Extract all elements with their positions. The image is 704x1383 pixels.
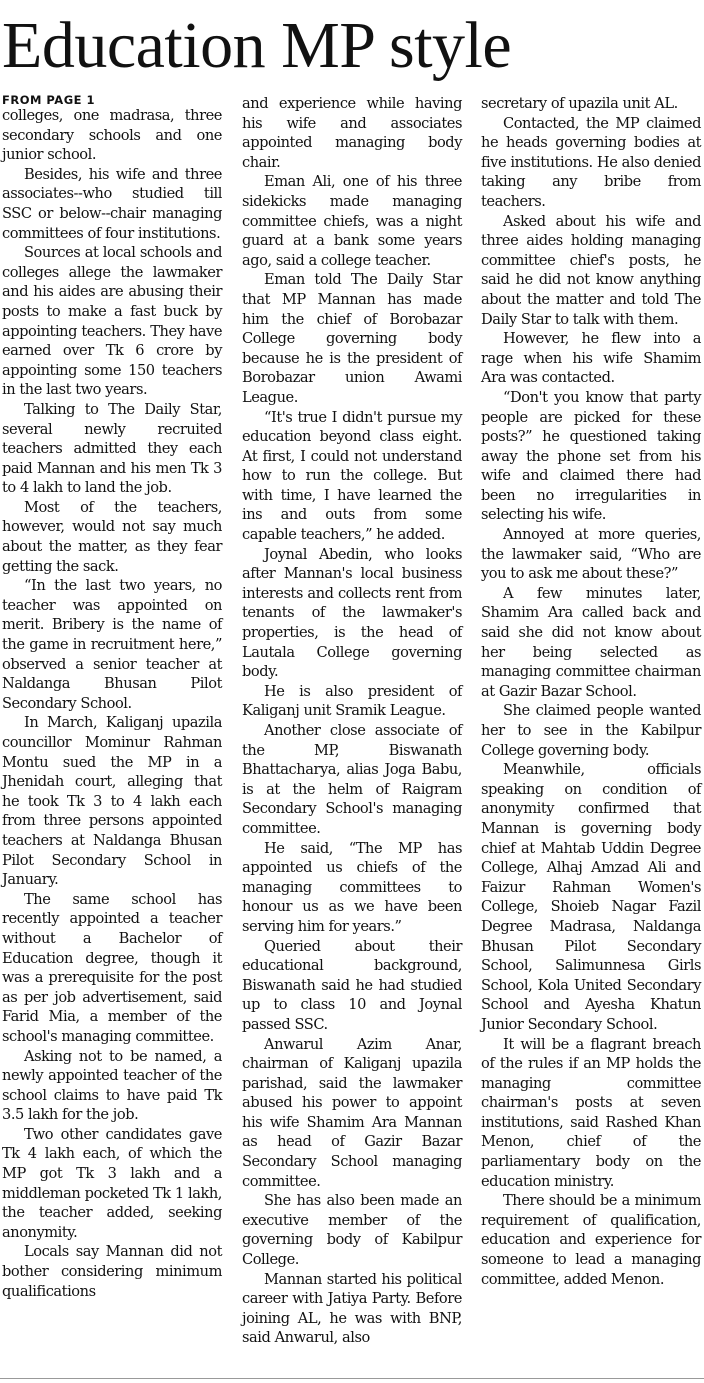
paragraph: “It's true I didn't pursue my education beyond class eight. At first, I could not understand how to run the college. But with time, I have learned the ins and outs from some capable teachers,” he added. [242, 408, 462, 544]
paragraph: Besides, his wife and three associates--who studied till SSC or below--chair managing committees of four institutions. [2, 165, 222, 242]
paragraph: In March, Kaliganj upazila councillor Mominur Rahman Montu sued the MP in a Jhenidah court, alleging that he took Tk 3 to 4 lakh each from three persons appointed teachers at Naldanga Bhusan Pilot Secondary School in January. [2, 714, 222, 889]
paragraph: and experience while having his wife and associates appointed managing body chair. [242, 95, 462, 171]
paragraph: Queried about their educational background, Biswanath said he had studied up to class 10 and Joynal passed SSC. [242, 937, 462, 1033]
article-column-1 [2, 94, 222, 1301]
paragraph: He said, “The MP has appointed us chiefs of the managing committees to honour us as we have been serving him for years.” [242, 839, 462, 935]
paragraph: He is also president of Kaliganj unit Sramik League. [242, 682, 462, 720]
paragraph: Meanwhile, officials speaking on condition of anonymity confirmed that Mannan is governing body chief at Mahtab Uddin Degree College, Alhaj Amzad Ali and Faizur Rahman Women's College, Shoieb Nagar Fazil Degree Madrasa, Naldanga Bhusan Pilot Secondary School, Salimunnesa Girls School, Kola United Secondary School and Ayesha Khatun Junior Secondary School. [481, 761, 701, 1033]
paragraph: Contacted, the MP claimed he heads governing bodies at five institutions. He also denied taking any bribe from teachers. [481, 114, 701, 210]
paragraph: Another close associate of the MP, Biswanath Bhattacharya, alias Joga Babu, is at the helm of Raigram Secondary School's managing committee. [242, 722, 462, 837]
paragraph: “In the last two years, no teacher was appointed on merit. Bribery is the name of the game in recruitment here,” observed a senior teacher at Naldanga Bhusan Pilot Secondary School. [2, 577, 222, 712]
paragraph: Joynal Abedin, who looks after Mannan's local business interests and collects rent from tenants of the lawmaker's properties, is the head of Lautala College governing body. [242, 545, 462, 681]
paragraph: Asked about his wife and three aides holding managing committee chief's posts, he said he did not know anything about the matter and told The Daily Star to talk with them. [481, 212, 701, 328]
kicker-from-page: FROM PAGE 1 [2, 93, 96, 107]
paragraph: Talking to The Daily Star, several newly recruited teachers admitted they each paid Mannan and his men Tk 3 to 4 lakh to land the job. [2, 400, 222, 497]
paragraph: She claimed people wanted her to see in the Kabilpur College governing body. [481, 702, 701, 759]
paragraph: secretary of upazila unit AL. [481, 95, 678, 112]
paragraph: She has also been made an executive member of the governing body of Kabilpur College. [242, 1192, 462, 1269]
bottom-divider [0, 1378, 704, 1379]
article-column-2 [242, 94, 462, 1348]
paragraph: Two other candidates gave Tk 4 lakh each, of which the MP got Tk 3 lakh and a middleman pocketed Tk 1 lakh, the teacher added, seeking anonymity. [2, 1125, 222, 1241]
paragraph: Sources at local schools and colleges allege the lawmaker and his aides are abusing their posts to make a fast buck by appointing teachers. They have earned over Tk 6 crore by appointing some 150 teachers in the last two years. [2, 244, 222, 399]
paragraph: The same school has recently appointed a teacher without a Bachelor of Education degree, though it was a prerequisite for the post as per job advertisement, said Farid Mia, a member of the school's managing committee. [2, 890, 222, 1045]
paragraph: “Don't you know that party people are picked for these posts?” he questioned taking away the phone set from his wife and claimed there had been no irregularities in selecting his wife. [481, 388, 701, 524]
paragraph: Locals say Mannan did not bother considering minimum qualifications [2, 1243, 222, 1300]
paragraph: It will be a flagrant breach of the rules if an MP holds the managing committee chairman's posts at seven institutions, said Rashed Khan Menon, chief of the parliamentary body on the education ministry. [481, 1035, 701, 1190]
paragraph: Asking not to be named, a newly appointed teacher of the school claims to have paid Tk 3.5 lakh for the job. [2, 1047, 222, 1124]
paragraph: However, he flew into a rage when his wife Shamim Ara was contacted. [481, 330, 701, 387]
paragraph: Mannan started his political career with Jatiya Party. Before joining AL, he was with BNP, said Anwarul, also [242, 1270, 462, 1347]
headline: Education MP style [2, 9, 512, 82]
article-column-3 [481, 94, 701, 1289]
paragraph: Anwarul Azim Anar, chairman of Kaliganj upazila parishad, said the lawmaker abused his power to appoint his wife Shamim Ara Mannan as head of Gazir Bazar Secondary School managing committee. [242, 1035, 462, 1190]
paragraph: A few minutes later, Shamim Ara called back and said she did not know about her being selected as managing committee chairman at Gazir Bazar School. [481, 584, 701, 700]
paragraph: Eman told The Daily Star that MP Mannan has made him the chief of Borobazar College governing body because he is the president of Borobazar union Awami League. [242, 271, 462, 406]
paragraph: Annoyed at more queries, the lawmaker said, “Who are you to ask me about these?” [481, 526, 701, 583]
paragraph: Most of the teachers, however, would not say much about the matter, as they fear getting the sack. [2, 498, 222, 575]
paragraph: colleges, one madrasa, three secondary schools and one junior school. [2, 107, 222, 164]
paragraph: Eman Ali, one of his three sidekicks made managing committee chiefs, was a night guard at a bank some years ago, said a college teacher. [242, 173, 462, 269]
paragraph: There should be a minimum requirement of qualification, education and experience for someone to lead a managing committee, added Menon. [481, 1192, 701, 1288]
